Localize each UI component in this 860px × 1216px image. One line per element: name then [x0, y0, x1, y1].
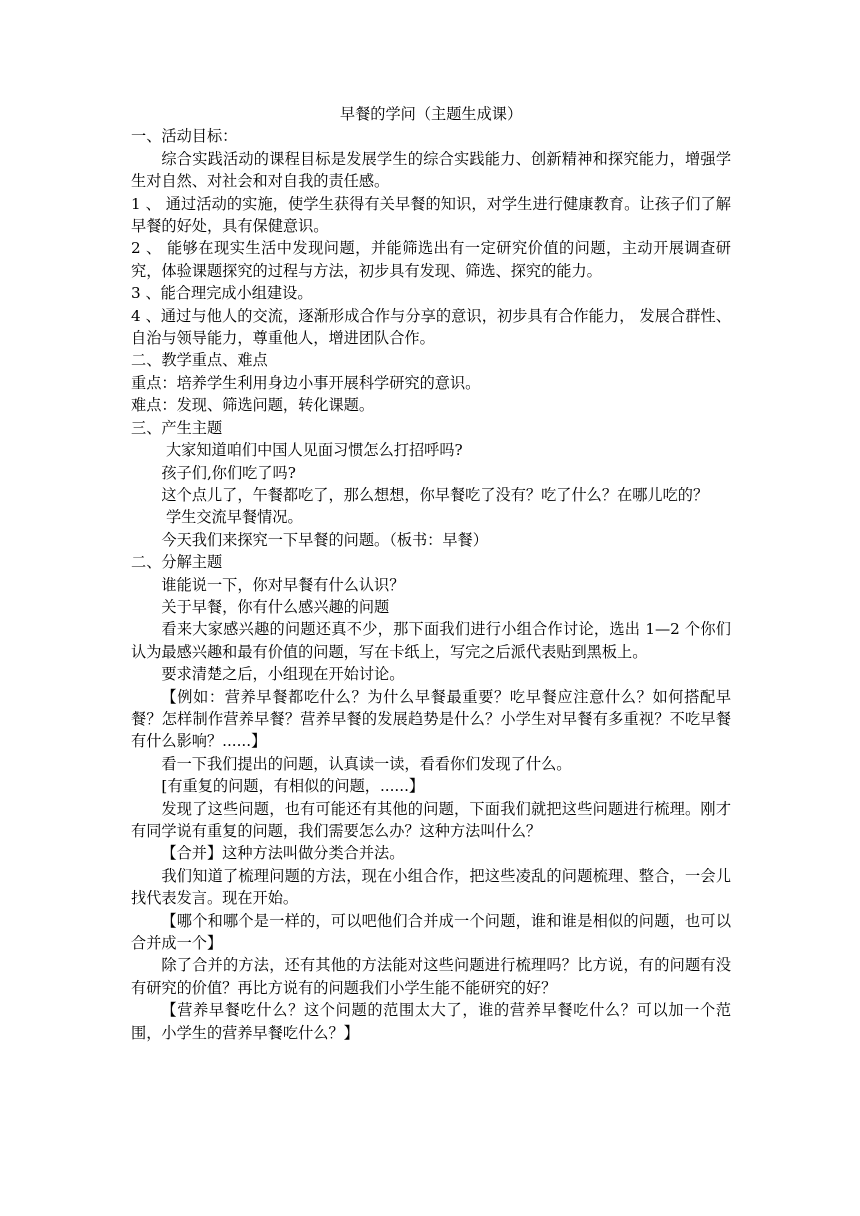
goal-item-2: 2 、 能够在现实生活中发现问题，并能筛选出有一定研究价值的问题，主动开展调查研究，体验课题探究的过程与方法，初步具有发现、筛选、探究的能力。 [131, 239, 731, 280]
paragraph: 看来大家感兴趣的问题还真不少，那下面我们进行小组合作讨论，选出 1—2 个你们认为最感兴趣和最有价值的问题，写在卡纸上，写完之后派代表贴到黑板上。 [131, 620, 731, 661]
paragraph: 这个点儿了，午餐都吃了，那么想想，你早餐吃了没有？吃了什么？在哪儿吃的？ [161, 485, 709, 504]
paragraph: 综合实践活动的课程目标是发展学生的综合实践能力、创新精神和探究能力，增强学生对自然、对社会和对自我的责任感。 [131, 149, 731, 191]
document-title: 早餐的学问（主题生成课） [339, 105, 523, 123]
difficult-point: 难点：发现、筛选问题，转化课题。 [131, 396, 374, 415]
paragraph: 谁能说一下，你对早餐有什么认识？ [161, 575, 405, 594]
paragraph: 看一下我们提出的问题，认真读一读，看看你们发现了什么。 [161, 754, 572, 773]
heading-decompose-topic: 二、分解主题 [131, 553, 223, 572]
paragraph: 【哪个和哪个是一样的，可以吧他们合并成一个问题，谁和谁是相似的问题，也可以合并成一个】 [131, 911, 731, 953]
paragraph: 关于早餐，你有什么感兴趣的问题 [161, 597, 390, 616]
paragraph: 【营养早餐吃什么？这个问题的范围太大了，谁的营养早餐吃什么？可以加一个范围，小学生的营养早餐吃什么？】 [131, 1001, 731, 1042]
goal-item-1: 1 、 通过活动的实施，使学生获得有关早餐的知识，对学生进行健康教育。让孩子们了解早餐的好处，具有保健意识。 [131, 194, 731, 236]
heading-key-points: 二、教学重点、难点 [131, 351, 268, 370]
paragraph: 【合并】这种方法叫做分类合并法。 [161, 844, 405, 863]
paragraph: 除了合并的方法，还有其他的方法能对这些问题进行梳理吗？比方说，有的问题有没有研究的价值？再比方说有的问题我们小学生能不能研究的好？ [131, 956, 731, 997]
goal-item-3: 3 、能合理完成小组建设。 [131, 284, 313, 303]
heading-activity-goals: 一、活动目标： [131, 127, 238, 146]
paragraph: 【例如：营养早餐都吃什么？为什么早餐最重要？吃早餐应注意什么？如何搭配早餐？怎样制作营养早餐？营养早餐的发展趋势是什么？小学生对早餐有多重视？不吃早餐有什么影响？......】 [131, 687, 731, 751]
paragraph: 学生交流早餐情况。 [165, 508, 303, 527]
paragraph: 孩子们,你们吃了吗? [161, 463, 296, 482]
document-page [131, 103, 731, 1044]
heading-generate-topic: 三、产生主题 [131, 418, 223, 437]
paragraph: 我们知道了梳理问题的方法，现在小组合作，把这些凌乱的问题梳理、整合，一会儿找代表发言。现在开始。 [131, 866, 731, 908]
paragraph: 发现了这些问题，也有可能还有其他的问题，下面我们就把这些问题进行梳理。刚才有同学说有重复的问题，我们需要怎么办？这种方法叫什么？ [131, 799, 731, 840]
goal-item-4: 4 、通过与他人的交流，逐渐形成合作与分享的意识，初步具有合作能力， 发展合群性、自治与领导能力，尊重他人，增进团队合作。 [131, 306, 731, 348]
paragraph: [有重复的问题，有相似的问题，......】 [161, 777, 425, 796]
paragraph: 大家知道咱们中国人见面习惯怎么打招呼吗? [165, 441, 463, 460]
paragraph: 今天我们来探究一下早餐的问题。（板书：早餐） [161, 530, 488, 549]
paragraph: 要求清楚之后，小组现在开始讨论。 [161, 665, 405, 684]
key-point: 重点：培养学生利用身边小事开展科学研究的意识。 [131, 373, 481, 392]
